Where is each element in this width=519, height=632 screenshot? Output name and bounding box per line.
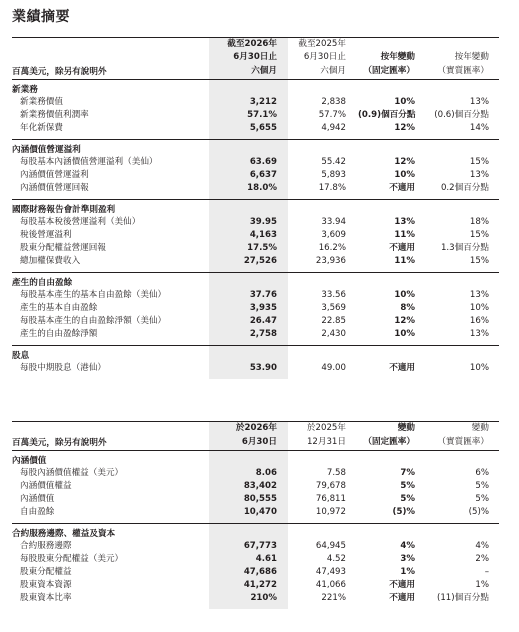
col-change-actual: 按年變動 — [454, 52, 489, 63]
value-current: 67,773 — [209, 540, 288, 553]
value-current: 26.47 — [209, 315, 288, 328]
table-row — [12, 328, 499, 346]
value-prior: 3,609 — [321, 230, 346, 241]
change-fixed-rate: 7% — [400, 468, 415, 479]
section-header-row — [12, 524, 499, 541]
change-actual-rate: 13% — [469, 329, 489, 340]
row-label: 每股基本產生的自由盈餘淨額（美仙） — [20, 316, 167, 327]
section-header-row — [12, 200, 499, 217]
col-current-line2: 6月30日止 — [209, 51, 288, 64]
change-fixed-rate: 3% — [400, 554, 415, 565]
row-label: 每股內涵價值權益（美元） — [20, 468, 124, 479]
row-label: 產生的自由盈餘淨額 — [20, 329, 98, 340]
value-prior: 47,493 — [315, 567, 346, 578]
change-actual-rate: 15% — [469, 256, 489, 267]
row-label: 內涵價值權益 — [20, 481, 72, 492]
value-prior: 79,678 — [315, 481, 346, 492]
row-label: 內涵價值營運回報 — [20, 183, 89, 194]
change-actual-rate: 13% — [469, 290, 489, 301]
change-fixed-rate: 5% — [400, 481, 415, 492]
table-body — [12, 451, 499, 610]
change-fixed-rate: 不適用 — [389, 593, 415, 604]
table-header — [12, 38, 499, 80]
table-header — [12, 422, 499, 451]
change-actual-rate: 5% — [475, 481, 489, 492]
value-current: 4.61 — [209, 553, 288, 566]
table-row — [12, 109, 499, 122]
value-prior: 17.8% — [318, 183, 346, 194]
value-current: 10,470 — [209, 506, 288, 524]
change-actual-rate: 13% — [469, 97, 489, 108]
value-current: 83,402 — [209, 480, 288, 493]
change-fixed-rate: 13% — [394, 217, 415, 228]
row-label: 每股股東分配權益（美元） — [20, 554, 124, 565]
row-label: 每股中期股息（港仙） — [20, 363, 106, 374]
row-label: 新業務價值 — [20, 97, 63, 108]
section-title: 產生的自由盈餘 — [12, 273, 209, 290]
table-row — [12, 255, 499, 273]
section-header-row — [12, 273, 499, 290]
value-prior: 41,066 — [315, 580, 346, 591]
value-prior: 57.7% — [318, 110, 346, 121]
row-label: 總加權保費收入 — [20, 256, 81, 267]
col-current-line2: 6月30日 — [209, 435, 288, 451]
table-row — [12, 315, 499, 328]
value-prior: 23,936 — [315, 256, 346, 267]
change-actual-rate: 15% — [469, 157, 489, 168]
col-change-fixed: 按年變動 — [380, 52, 415, 63]
section-header-row — [12, 346, 499, 363]
table-row — [12, 579, 499, 592]
change-fixed-rate: 10% — [394, 170, 415, 181]
section-header-row — [12, 140, 499, 157]
table-row — [12, 540, 499, 553]
value-current: 210% — [209, 592, 288, 609]
row-label: 稅後營運溢利 — [20, 230, 72, 241]
change-fixed-rate: 8% — [400, 303, 415, 314]
value-current: 39.95 — [209, 216, 288, 229]
change-actual-rate: 18% — [469, 217, 489, 228]
table-body — [12, 80, 499, 380]
row-label: 股東分配權益營運回報 — [20, 243, 106, 254]
table-row — [12, 122, 499, 140]
value-prior: 16.2% — [318, 243, 346, 254]
change-fixed-rate: 12% — [394, 316, 415, 327]
results-table-balance — [12, 421, 499, 609]
row-label: 股東資本比率 — [20, 593, 72, 604]
table-row — [12, 156, 499, 169]
value-prior: 4,942 — [321, 123, 346, 134]
section-title: 國際財務報告會計準則盈利 — [12, 200, 209, 217]
value-current: 5,655 — [209, 122, 288, 140]
change-actual-rate: 6% — [475, 468, 489, 479]
change-fixed-rate: (5)% — [392, 507, 415, 518]
row-label-header: 百萬美元，除另有說明外 — [12, 435, 209, 451]
change-actual-rate: 13% — [469, 170, 489, 181]
value-current: 27,526 — [209, 255, 288, 273]
change-fixed-rate: 10% — [394, 97, 415, 108]
value-prior: 10,972 — [315, 507, 346, 518]
value-prior: 2,430 — [321, 329, 346, 340]
change-actual-rate: 1% — [475, 580, 489, 591]
col-change-fixed-sub: （固定匯率） — [358, 64, 428, 80]
col-change-actual-sub: （實質匯率） — [428, 435, 499, 451]
row-label: 自由盈餘 — [20, 507, 55, 518]
section-header-row — [12, 451, 499, 468]
change-fixed-rate: 不適用 — [389, 183, 415, 194]
value-current: 2,758 — [209, 328, 288, 346]
table-row — [12, 493, 499, 506]
col-current-line1: 於2026年 — [209, 422, 288, 435]
change-actual-rate: (5)% — [468, 507, 489, 518]
value-prior: 5,893 — [321, 170, 346, 181]
table-row — [12, 506, 499, 524]
change-fixed-rate: 不適用 — [389, 243, 415, 254]
value-prior: 7.58 — [326, 468, 346, 479]
row-label: 內涵價值 — [20, 494, 55, 505]
table-row — [12, 566, 499, 579]
row-label: 產生的基本自由盈餘 — [20, 303, 98, 314]
col-prior-line1: 截至2025年 — [298, 39, 346, 50]
change-actual-rate: 14% — [469, 123, 489, 134]
value-prior: 55.42 — [321, 157, 346, 168]
col-change-fixed-sub: （固定匯率） — [358, 435, 428, 451]
value-current: 3,935 — [209, 302, 288, 315]
table-row — [12, 169, 499, 182]
row-label: 新業務價值利潤率 — [20, 110, 89, 121]
value-current: 18.0% — [209, 182, 288, 200]
table-row — [12, 467, 499, 480]
change-actual-rate: 10% — [469, 303, 489, 314]
table-row — [12, 302, 499, 315]
value-prior: 221% — [321, 593, 346, 604]
change-actual-rate: 15% — [469, 230, 489, 241]
section-title: 新業務 — [12, 80, 209, 97]
value-prior: 33.56 — [321, 290, 346, 301]
table-row — [12, 216, 499, 229]
change-fixed-rate: 10% — [394, 329, 415, 340]
row-label: 每股基本稅後營運溢利（美仙） — [20, 217, 141, 228]
section-title: 內涵價值營運溢利 — [12, 140, 209, 157]
col-prior-line2: 12月31日 — [288, 435, 358, 451]
change-actual-rate: (0.6)個百分點 — [434, 110, 489, 121]
change-fixed-rate: 4% — [400, 541, 415, 552]
value-prior: 4.52 — [326, 554, 346, 565]
row-label: 每股基本產生的基本自由盈餘（美仙） — [20, 290, 167, 301]
table-row — [12, 182, 499, 200]
change-actual-rate: 0.2個百分點 — [440, 183, 489, 194]
change-fixed-rate: 11% — [394, 256, 415, 267]
change-actual-rate: 10% — [469, 363, 489, 374]
change-fixed-rate: 12% — [394, 123, 415, 134]
table-row — [12, 362, 499, 379]
table-row — [12, 96, 499, 109]
value-current: 53.90 — [209, 362, 288, 379]
value-prior: 33.94 — [321, 217, 346, 228]
change-actual-rate: (11)個百分點 — [436, 593, 489, 604]
col-change-fixed: 變動 — [397, 423, 415, 434]
row-label: 股東分配權益 — [20, 567, 72, 578]
value-prior: 3,569 — [321, 303, 346, 314]
section-header-row — [12, 80, 499, 97]
change-actual-rate: – — [484, 567, 489, 578]
page-title: 業績摘要 — [12, 9, 70, 25]
value-current: 63.69 — [209, 156, 288, 169]
value-current: 8.06 — [209, 467, 288, 480]
value-current: 3,212 — [209, 96, 288, 109]
value-current: 41,272 — [209, 579, 288, 592]
change-fixed-rate: 5% — [400, 494, 415, 505]
col-prior-line1: 於2025年 — [306, 423, 346, 434]
change-fixed-rate: 10% — [394, 290, 415, 301]
value-prior: 2,838 — [321, 97, 346, 108]
col-prior-line2: 6月30日止 — [303, 52, 346, 63]
table-row — [12, 242, 499, 255]
row-label: 年化新保費 — [20, 123, 63, 134]
table-row — [12, 480, 499, 493]
change-fixed-rate: 12% — [394, 157, 415, 168]
change-fixed-rate: 11% — [394, 230, 415, 241]
section-title: 股息 — [12, 346, 209, 363]
value-prior: 22.85 — [321, 316, 346, 327]
value-prior: 64,945 — [315, 541, 346, 552]
col-prior-line3: 六個月 — [288, 64, 358, 80]
value-current: 37.76 — [209, 289, 288, 302]
value-current: 47,686 — [209, 566, 288, 579]
row-label: 內涵價值營運溢利 — [20, 170, 89, 181]
change-fixed-rate: 1% — [400, 567, 415, 578]
row-label: 每股基本內涵價值營運溢利（美仙） — [20, 157, 158, 168]
change-fixed-rate: 不適用 — [389, 580, 415, 591]
change-actual-rate: 16% — [469, 316, 489, 327]
value-current: 80,555 — [209, 493, 288, 506]
value-current: 17.5% — [209, 242, 288, 255]
change-actual-rate: 2% — [475, 554, 489, 565]
col-current-line1: 截至2026年 — [209, 38, 288, 51]
table-row — [12, 229, 499, 242]
table-row — [12, 592, 499, 609]
section-title: 內涵價值 — [12, 451, 209, 468]
row-label: 股東資本資源 — [20, 580, 72, 591]
section-title: 合約服務邊際、權益及資本 — [12, 524, 209, 541]
change-actual-rate: 4% — [475, 541, 489, 552]
col-change-actual: 變動 — [471, 423, 489, 434]
change-actual-rate: 1.3個百分點 — [440, 243, 489, 254]
change-fixed-rate: 不適用 — [389, 363, 415, 374]
value-current: 6,637 — [209, 169, 288, 182]
value-prior: 76,811 — [315, 494, 346, 505]
col-current-line3: 六個月 — [209, 64, 288, 80]
table-row — [12, 289, 499, 302]
value-prior: 49.00 — [321, 363, 346, 374]
table-row — [12, 553, 499, 566]
value-current: 4,163 — [209, 229, 288, 242]
col-change-actual-sub: （實質匯率） — [428, 64, 499, 80]
change-actual-rate: 5% — [475, 494, 489, 505]
results-table-half-year — [12, 37, 499, 379]
row-label-header: 百萬美元，除另有說明外 — [12, 64, 209, 80]
row-label: 合約服務邊際 — [20, 541, 72, 552]
value-current: 57.1% — [209, 109, 288, 122]
change-fixed-rate: (0.9)個百分點 — [358, 110, 416, 121]
